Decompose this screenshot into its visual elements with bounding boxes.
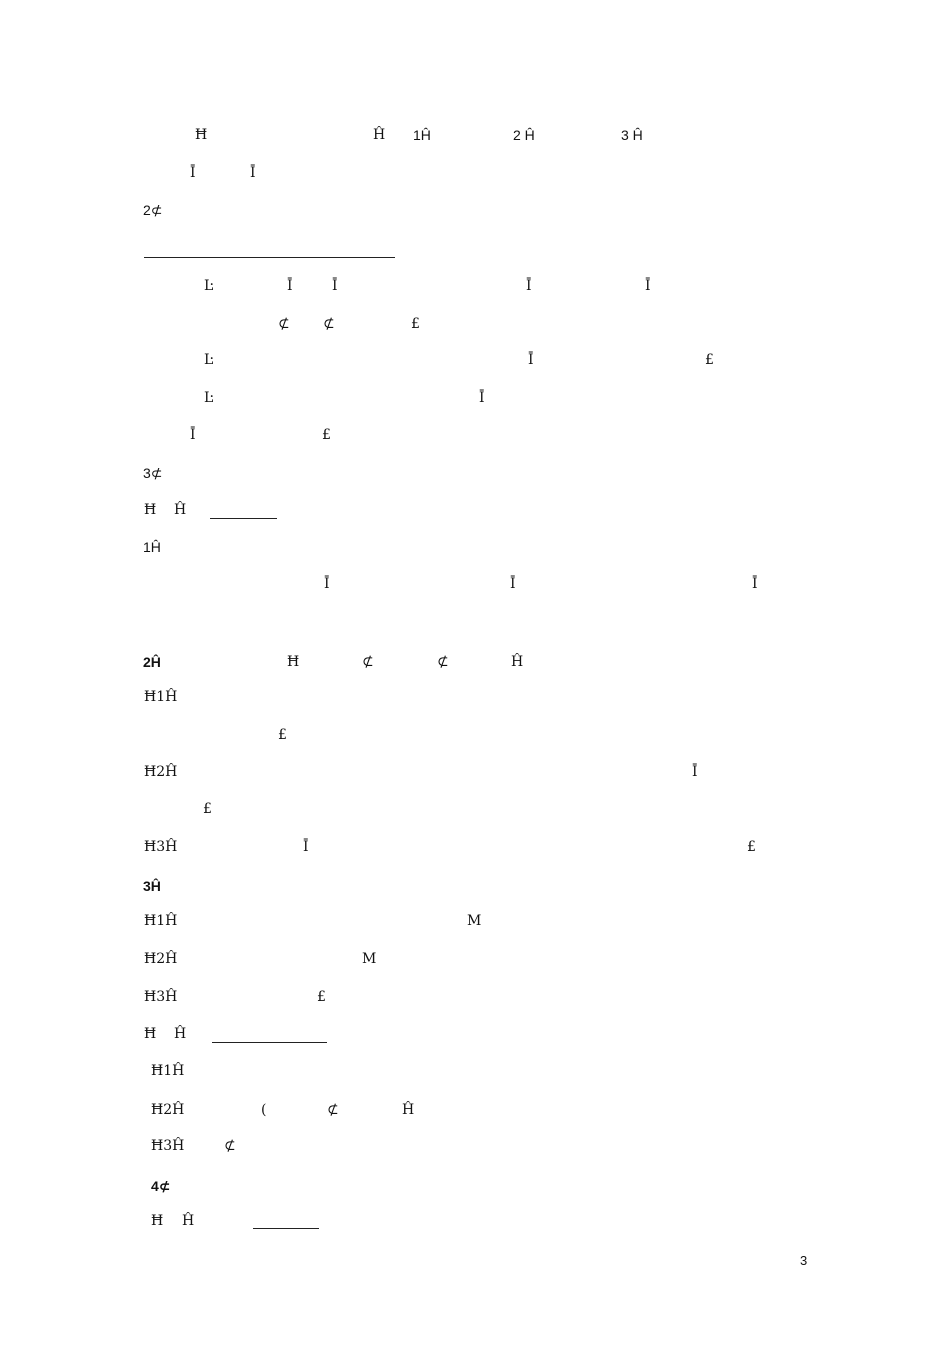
glyph: 2⊄ — [143, 202, 163, 218]
glyph: Ī — [287, 278, 293, 294]
glyph: Ī — [526, 278, 532, 294]
glyph: £ — [705, 352, 714, 368]
glyph: 2Ĥ — [143, 654, 161, 670]
glyph: Ī — [324, 576, 330, 592]
glyph: Ħ1Ĥ — [144, 689, 178, 705]
glyph: Ħ — [144, 502, 157, 518]
glyph: Ĥ — [373, 127, 386, 143]
glyph: Ŀ — [204, 390, 214, 406]
glyph: ⊄ — [437, 654, 449, 670]
blank-underline — [210, 518, 277, 519]
glyph: Ħ — [195, 127, 208, 143]
glyph: ⊄ — [224, 1138, 236, 1154]
page-number: 3 — [800, 1253, 808, 1268]
glyph: £ — [203, 801, 212, 817]
glyph: Ħ2Ĥ — [144, 951, 178, 967]
glyph: ⊄ — [323, 316, 335, 332]
glyph: Ĥ — [174, 1026, 187, 1042]
blank-underline — [253, 1228, 319, 1229]
glyph: 2 Ĥ — [513, 127, 535, 143]
glyph: Ħ — [144, 1026, 157, 1042]
glyph: Ī — [250, 165, 256, 181]
glyph: Ĥ — [511, 654, 524, 670]
glyph: Ī — [752, 576, 758, 592]
glyph: Ħ1Ĥ — [151, 1063, 185, 1079]
glyph: £ — [317, 989, 326, 1005]
glyph: £ — [747, 839, 756, 855]
glyph: Ī — [479, 390, 485, 406]
glyph: Ĥ — [402, 1102, 415, 1118]
glyph: £ — [411, 316, 420, 332]
glyph: M — [362, 951, 377, 967]
glyph: Ī — [190, 165, 196, 181]
glyph: Ī — [510, 576, 516, 592]
glyph: Ī — [645, 278, 651, 294]
glyph: £ — [278, 727, 287, 743]
blank-underline — [212, 1042, 327, 1043]
glyph: 4⊄ — [151, 1178, 171, 1194]
glyph: 3Ĥ — [143, 878, 161, 894]
glyph: Ī — [190, 427, 196, 443]
glyph: Ŀ — [204, 352, 214, 368]
glyph: Ħ — [151, 1213, 164, 1229]
glyph: Ī — [303, 839, 309, 855]
glyph: Ĥ — [182, 1213, 195, 1229]
glyph: Ī — [692, 764, 698, 780]
glyph: Ħ2Ĥ — [144, 764, 178, 780]
glyph: ( — [261, 1102, 267, 1118]
glyph: Ħ3Ĥ — [144, 989, 178, 1005]
glyph: M — [467, 913, 482, 929]
glyph: Ħ3Ĥ — [144, 839, 178, 855]
glyph: Ī — [528, 352, 534, 368]
glyph: ⊄ — [278, 316, 290, 332]
glyph: 3 Ĥ — [621, 127, 643, 143]
glyph: Ī — [332, 278, 338, 294]
glyph: Ħ2Ĥ — [151, 1102, 185, 1118]
glyph: Ħ — [287, 654, 300, 670]
glyph: £ — [322, 427, 331, 443]
glyph: 3⊄ — [143, 465, 163, 481]
glyph: Ĥ — [174, 502, 187, 518]
separator-rule — [144, 257, 395, 258]
glyph: 1Ĥ — [413, 127, 431, 143]
glyph: 1Ĥ — [143, 539, 161, 555]
glyph: ⊄ — [362, 654, 374, 670]
glyph: Ŀ — [204, 278, 214, 294]
glyph: Ħ3Ĥ — [151, 1138, 185, 1154]
glyph: Ħ1Ĥ — [144, 913, 178, 929]
glyph: ⊄ — [327, 1102, 339, 1118]
